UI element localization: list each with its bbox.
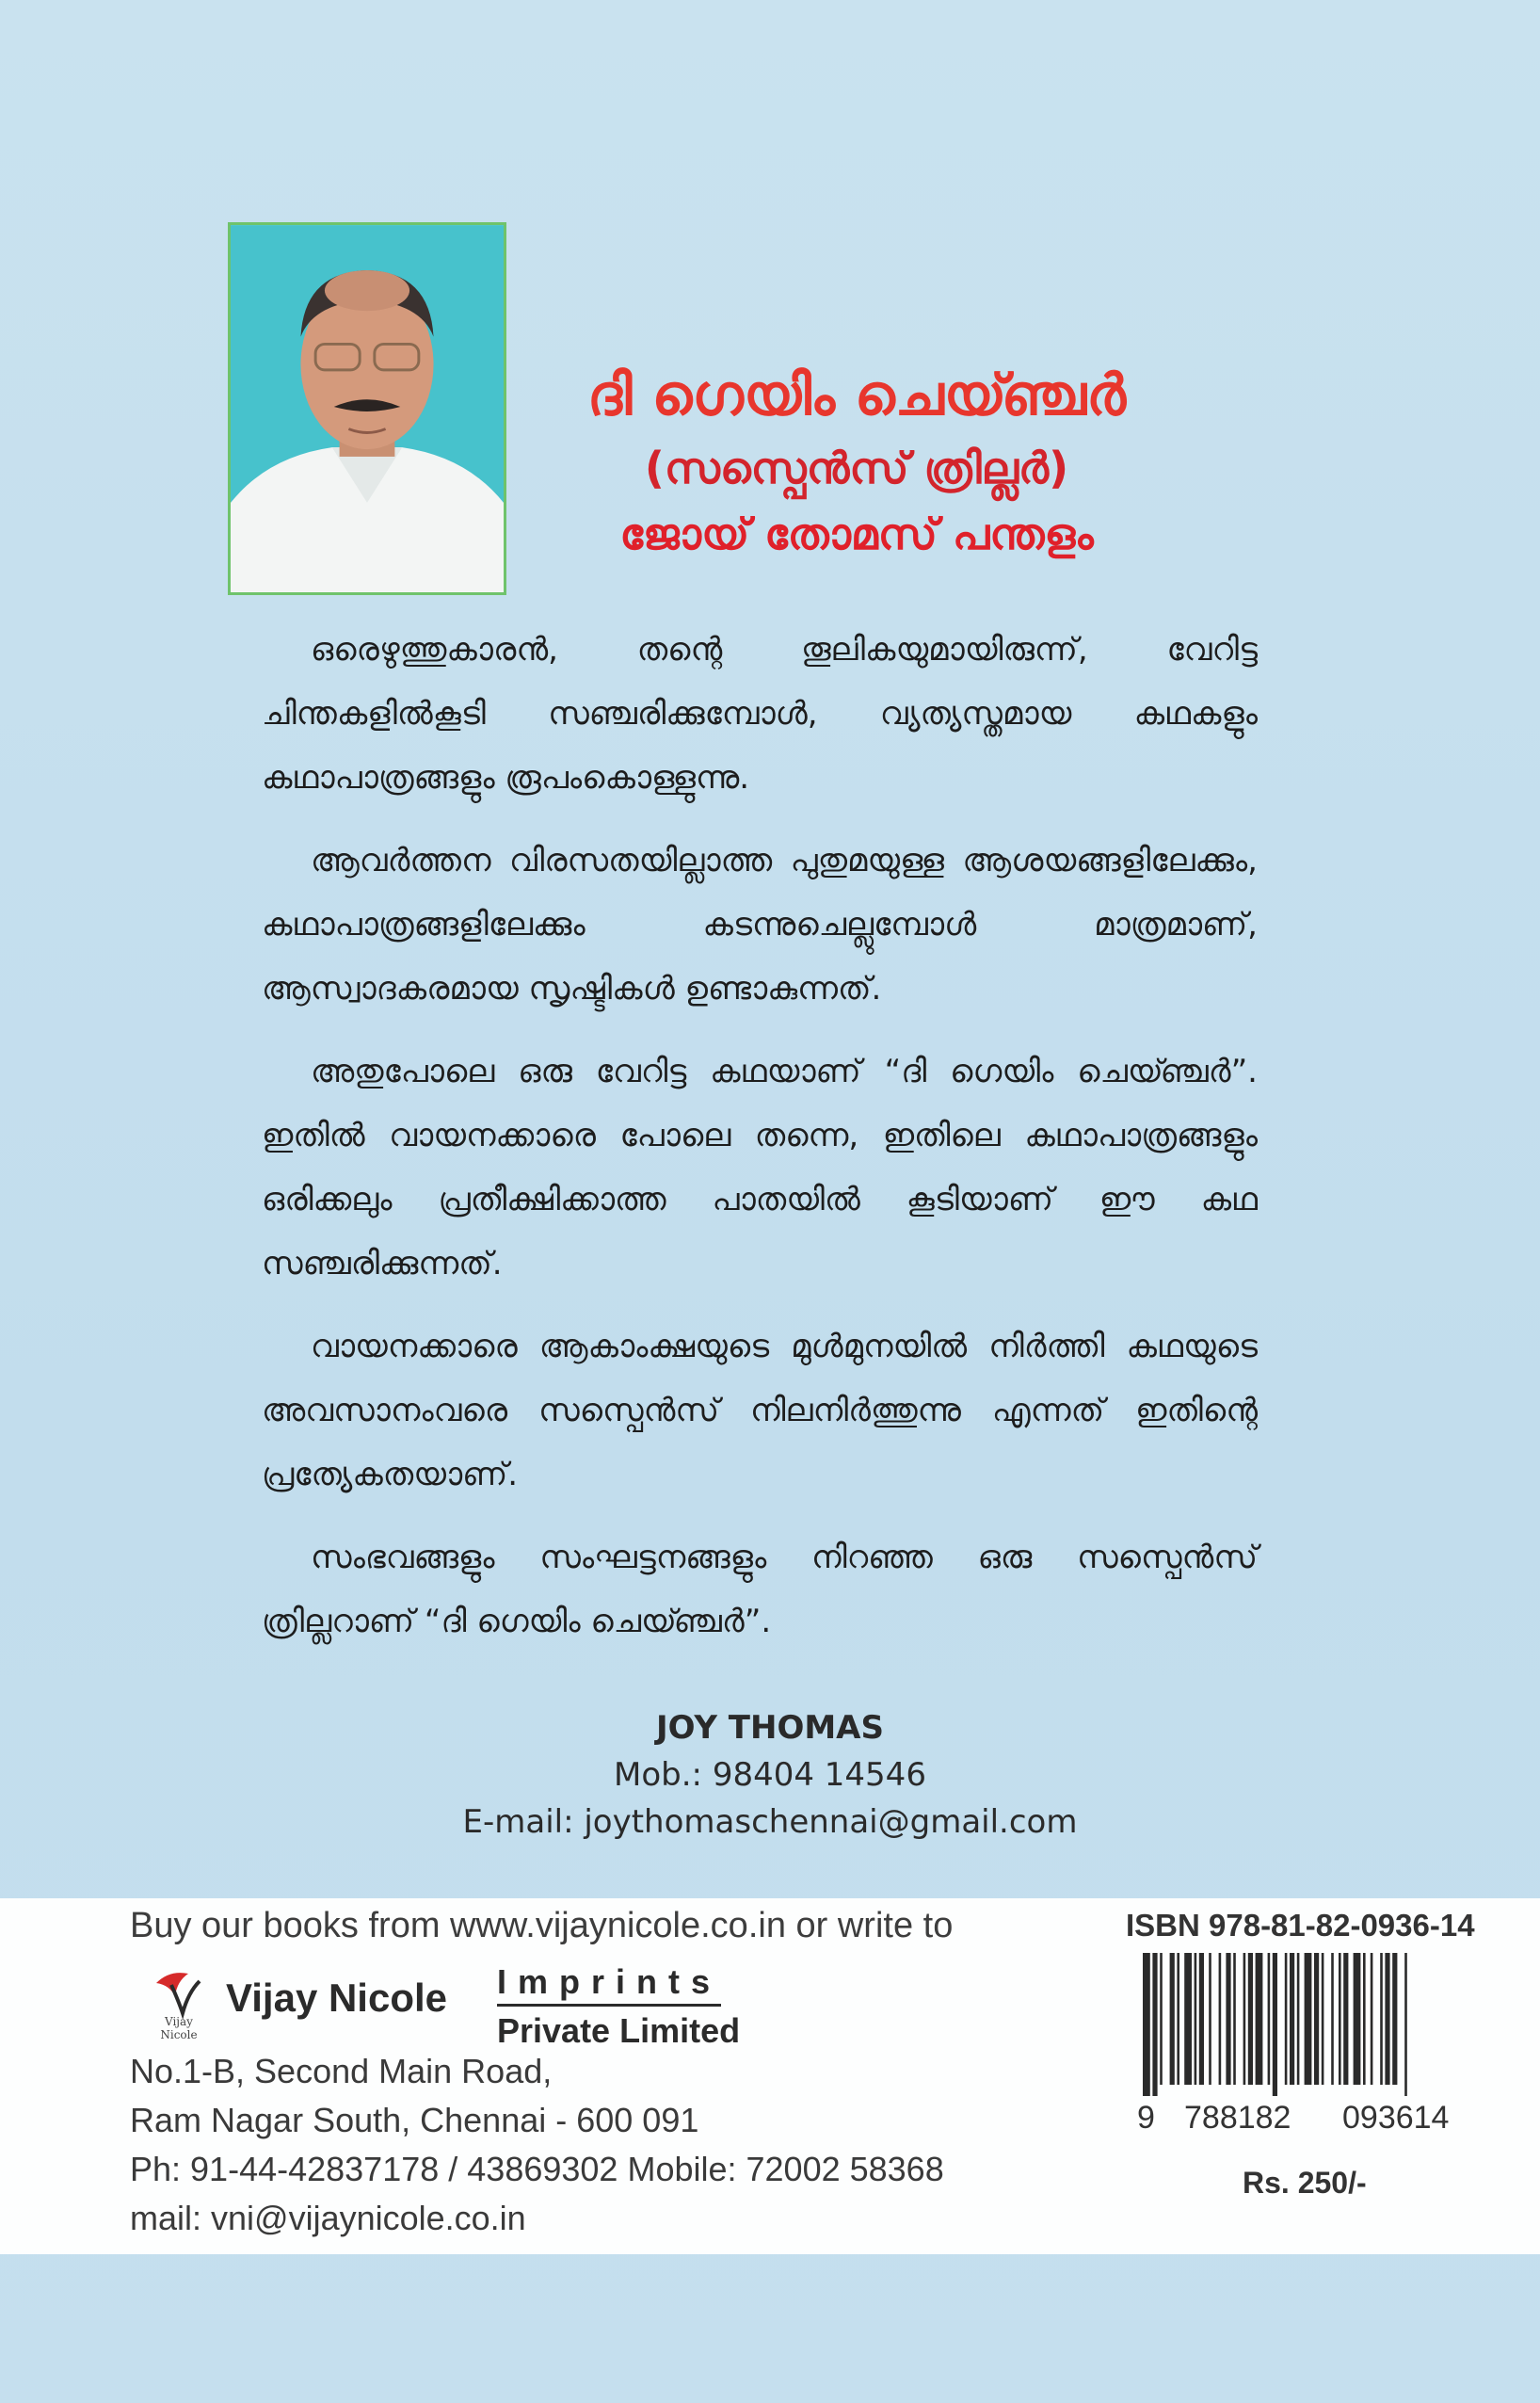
barcode-bar	[1354, 1953, 1361, 2085]
publisher-imprints: Imprints	[497, 1962, 721, 2007]
blurb-paragraph: സംഭവങ്ങളും സംഘട്ടനങ്ങളും നിറഞ്ഞ ഒരു സസ്പെൻസ് ത്രില്ലറാണ് “ദി ഗെയിം ചെയ്ഞ്ചർ”.	[262, 1539, 1258, 1640]
barcode-bar	[1380, 1953, 1383, 2085]
publisher-address	[130, 2047, 944, 2243]
barcode-digit-lead: 9	[1137, 2100, 1155, 2136]
barcode-bar	[1233, 1953, 1236, 2085]
author-name: JOY THOMAS	[656, 1709, 884, 1747]
author-contact	[282, 1704, 1258, 1846]
barcode-bar	[1343, 1953, 1348, 2085]
buy-line: Buy our books from www.vijaynicole.co.in or write to	[130, 1906, 954, 1945]
barcode-bar	[1256, 1953, 1263, 2085]
blurb-paragraph: അതുപോലെ ഒരു വേറിട്ട കഥയാണ് “ദി ഗെയിം ചെയ്ഞ്ചർ”. ഇതിൽ വായനക്കാരെ പോലെ തന്നെ, ഇതിലെ കഥാപാത്രങ്ങളും ഒരിക്കലും പ്രതീക്ഷിക്കാത്ത പാതയിൽ കൂടിയാണ് ഈ കഥ സഞ്ചരിക്കുന്നത്.	[262, 1053, 1258, 1282]
barcode-bar	[1177, 1953, 1179, 2085]
barcode-bar	[1143, 1953, 1150, 2096]
mail-line: mail: vni@vijaynicole.co.in	[130, 2199, 526, 2237]
barcode-bar	[1331, 1953, 1334, 2085]
barcode-bar	[1195, 1953, 1197, 2085]
author-mobile: Mob.: 98404 14546	[614, 1756, 926, 1794]
barcode-bar	[1219, 1953, 1222, 2085]
author-email: E-mail: joythomaschennai@gmail.com	[462, 1803, 1078, 1841]
barcode-bar	[1285, 1953, 1288, 2085]
barcode-bar	[1363, 1953, 1366, 2085]
barcode-bar	[1290, 1953, 1294, 2085]
phone-line: Ph: 91-44-42837178 / 43869302 Mobile: 72002 58368	[130, 2150, 944, 2188]
author-portrait-image	[231, 225, 504, 592]
barcode-bar	[1404, 1953, 1407, 2096]
barcode-icon	[1139, 1953, 1489, 2096]
blurb-paragraph: ഒരെഴുത്തുകാരൻ, തന്റെ തൂലികയുമായിരുന്ന്, വേറിട്ട ചിന്തകളിൽകൂടി സഞ്ചരിക്കുമ്പോൾ, വ്യത്യസ്തമായ കഥകളും കഥാപാത്രങ്ങളും രൂപംകൊള്ളുന്നു.	[262, 631, 1258, 797]
blurb-text	[262, 618, 1258, 1672]
barcode-bar	[1248, 1953, 1253, 2085]
book-author: ജോയ് തോമസ് പന്തളം	[619, 508, 1094, 559]
book-title: ദി ഗെയിം ചെയ്ഞ്ചർ	[586, 363, 1127, 428]
title-block	[527, 356, 1186, 567]
barcode-bar	[1314, 1953, 1319, 2085]
address-line: Ram Nagar South, Chennai - 600 091	[130, 2101, 699, 2139]
publisher-brand: Vijay Nicole	[226, 1976, 448, 2020]
barcode-bar	[1273, 1953, 1277, 2096]
barcode-digits-right: 093614	[1342, 2100, 1450, 2136]
barcode-bar	[1170, 1953, 1175, 2085]
blurb-paragraph: വായനക്കാരെ ആകാംക്ഷയുടെ മുൾമുനയിൽ നിർത്തി കഥയുടെ അവസാനംവരെ സസ്പെൻസ് നിലനിർത്തുന്നു എന്നത് ഇതിന്റെ പ്രത്യേകതയാണ്.	[262, 1328, 1258, 1493]
price-label: Rs. 250/-	[1243, 2166, 1367, 2200]
barcode-bar	[1297, 1953, 1300, 2085]
author-photo	[228, 222, 506, 595]
barcode-bar	[1209, 1953, 1211, 2085]
logo-caption: Vijay Nicole	[160, 2015, 198, 2041]
barcode-bar	[1371, 1953, 1373, 2085]
barcode-bar	[1385, 1953, 1389, 2085]
barcode-bar	[1268, 1953, 1271, 2085]
barcode-digits-left: 788182	[1184, 2100, 1291, 2136]
barcode-bar	[1152, 1953, 1157, 2096]
barcode-bar	[1199, 1953, 1204, 2085]
isbn-label: ISBN 978-81-82-0936-14	[1126, 1908, 1475, 1943]
barcode-bar	[1184, 1953, 1192, 2085]
blurb-paragraph: ആവർത്തന വിരസതയില്ലാത്ത പുതുമയുള്ള ആശയങ്ങളിലേക്കും, കഥാപാത്രങ്ങളിലേക്കും കടന്നുചെല്ലുമ്പോൾ മാത്രമാണ്, ആസ്വാദകരമായ സൃഷ്ടികൾ ഉണ്ടാകുന്നത്.	[262, 842, 1258, 1008]
barcode-bar	[1305, 1953, 1312, 2085]
barcode-bar	[1243, 1953, 1246, 2085]
address-line: No.1-B, Second Main Road,	[130, 2052, 553, 2090]
barcode-bar	[1226, 1953, 1230, 2085]
publisher-private-limited: Private Limited	[497, 2011, 741, 2050]
barcode-bar	[1339, 1953, 1341, 2085]
barcode-bar	[1322, 1953, 1324, 2085]
barcode-bar	[1392, 1953, 1397, 2085]
book-genre: (സസ്പെൻസ് ത്രില്ലർ)	[644, 443, 1069, 493]
barcode-bar	[1160, 1953, 1163, 2085]
